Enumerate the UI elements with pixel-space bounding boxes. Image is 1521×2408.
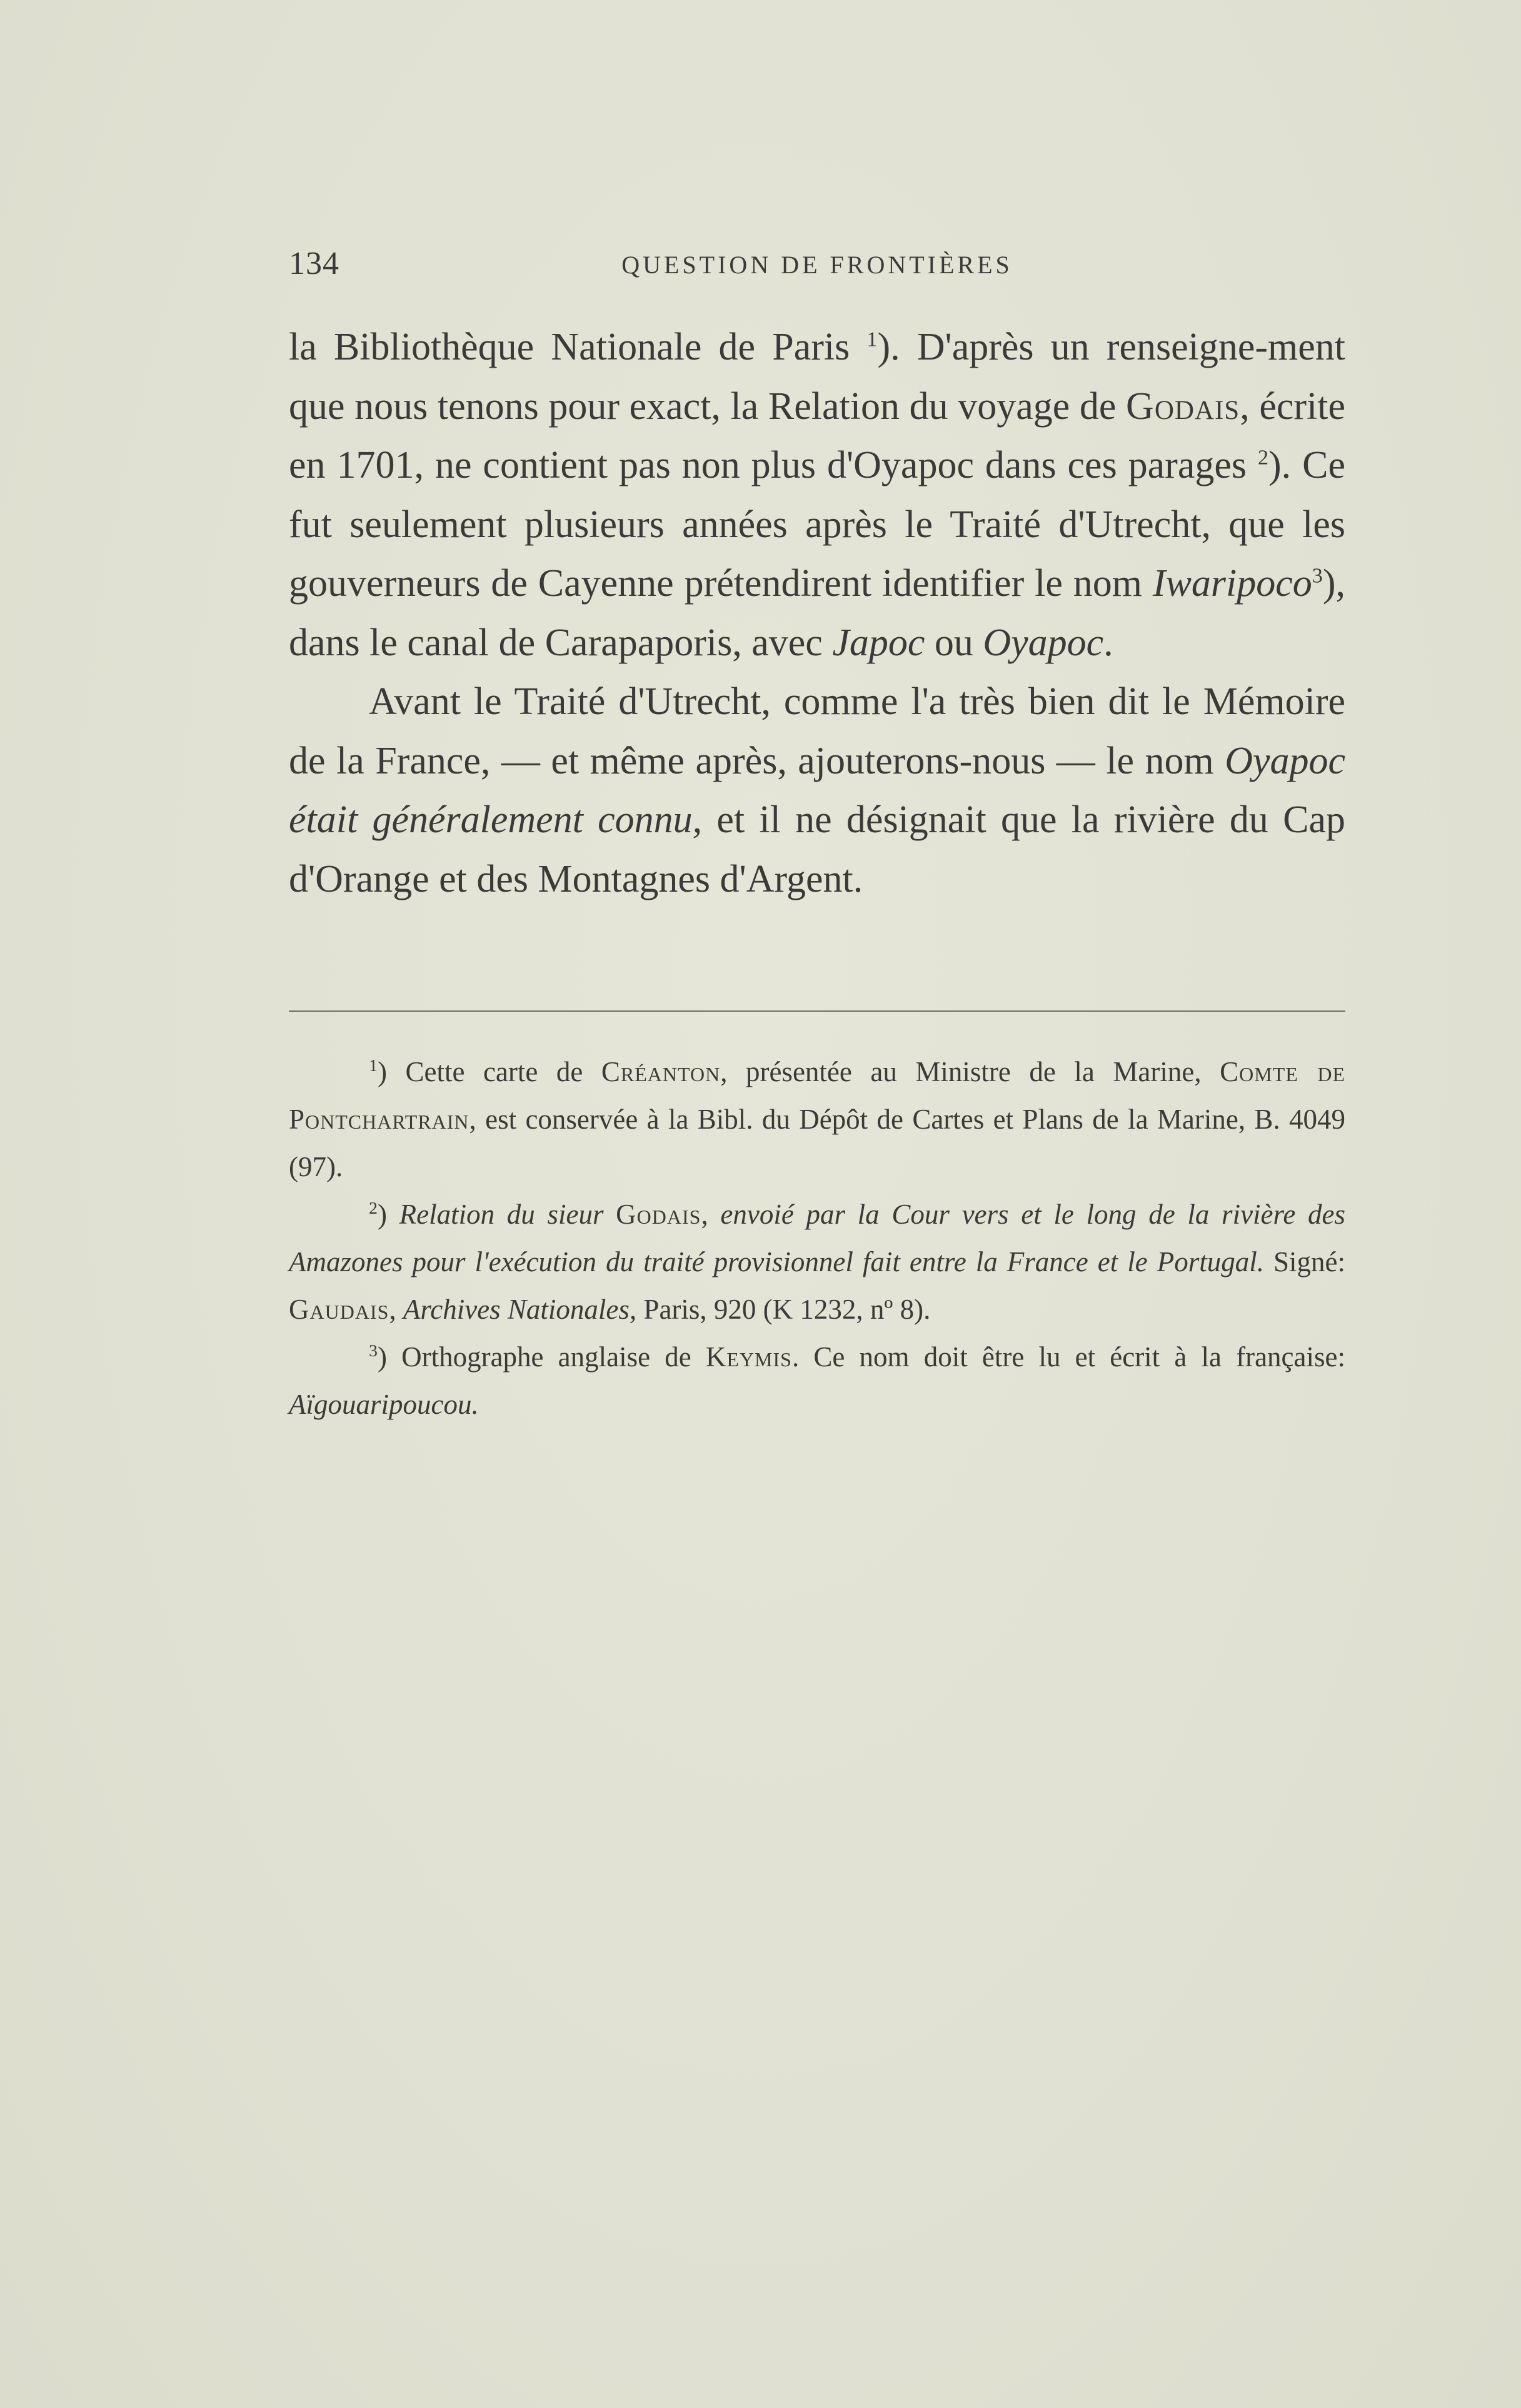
text-run: ). D'après un renseigne-ment que nous tenons pour exact, la Relation du voyage de (289, 326, 1346, 428)
italic-term: Japoc (832, 621, 925, 664)
footnote-mark: 2 (369, 1199, 378, 1218)
text-run: , est conservée à la Bibl. du Dépôt de Cartes et Plans de la Marine, B. 4049 (97). (289, 1104, 1345, 1182)
italic-term: Aïgouaripoucou. (289, 1389, 479, 1420)
text-run: Avant le Traité d'Utrecht, comme l'a très bien dit le Mémoire de la France, — et même après, ajouterons-nous — le nom (289, 680, 1345, 782)
main-text (289, 318, 1345, 909)
footnotes (289, 1048, 1345, 1428)
footnote-divider (289, 1010, 1345, 1012)
text-run: , présentée au Ministre de la Marine, (720, 1056, 1220, 1087)
small-caps-name: Gaudais (289, 1294, 389, 1325)
text-run: ). Ce fut seulement plusieurs années après le Traité d'Utrecht, que les gouverneurs de Cayenne prétendirent identifier le nom (289, 444, 1345, 605)
footnote-ref-3: 3 (1312, 564, 1323, 588)
text-run: et il ne désignait que la rivière du Cap d'Orange et des Montagnes d'Argent. (289, 798, 1345, 900)
footnote-mark: 3 (369, 1341, 378, 1361)
small-caps-name: Comte de Pontchartrain (289, 1056, 1345, 1135)
italic-title: Archives Nationales, (403, 1294, 637, 1325)
italic-term: Iwaripoco (1152, 562, 1312, 605)
small-caps-name: Créanton (601, 1056, 721, 1087)
small-caps-name: Godais (1126, 385, 1240, 428)
small-caps-name: Keymis (705, 1341, 792, 1373)
footnote-ref-1: 1 (866, 328, 878, 351)
running-head (289, 245, 1345, 283)
text-run: ) (377, 1199, 399, 1230)
text-run: Paris, 920 (K 1232, nº 8). (636, 1294, 931, 1325)
text-run: ), dans le canal de Carapaporis, avec (289, 562, 1345, 664)
text-run: . (1103, 621, 1113, 664)
paragraph-1 (289, 318, 1345, 672)
text-run: ou (925, 621, 983, 664)
text-run: , (701, 1199, 721, 1230)
page-number: 134 (289, 246, 339, 281)
text-run: la Bibliothèque Nationale de Paris (289, 326, 867, 368)
italic-title: envoié par la Cour vers et le long de la rivière des Amazones pour l'exécution du traité provisionnel fait entre la France et le Portugal. (289, 1199, 1346, 1277)
footnote-mark: 1 (369, 1056, 378, 1076)
text-run: , (389, 1294, 403, 1325)
footnote-2 (289, 1191, 1345, 1333)
text-run: . Ce nom doit être lu et écrit à la française: (791, 1341, 1345, 1373)
italic-phrase: Oyapoc était généralement connu, (289, 739, 1345, 841)
footnote-1 (289, 1048, 1345, 1191)
text-run: Signé: (1263, 1246, 1345, 1277)
running-title: QUESTION DE FRONTIÈRES (621, 251, 1013, 279)
small-caps-name: Godais (616, 1199, 701, 1230)
footnote-3 (289, 1333, 1345, 1428)
paragraph-2 (289, 672, 1345, 909)
text-run: ) Orthographe anglaise de (377, 1341, 706, 1373)
text-run: ) Cette carte de (377, 1056, 601, 1087)
text-run (603, 1199, 616, 1230)
footnote-ref-2: 2 (1257, 446, 1269, 470)
italic-title: Relation du sieur (399, 1199, 604, 1230)
italic-term: Oyapoc (983, 621, 1104, 664)
text-run: , écrite en 1701, ne contient pas non plus d'Oyapoc dans ces parages (289, 385, 1345, 486)
